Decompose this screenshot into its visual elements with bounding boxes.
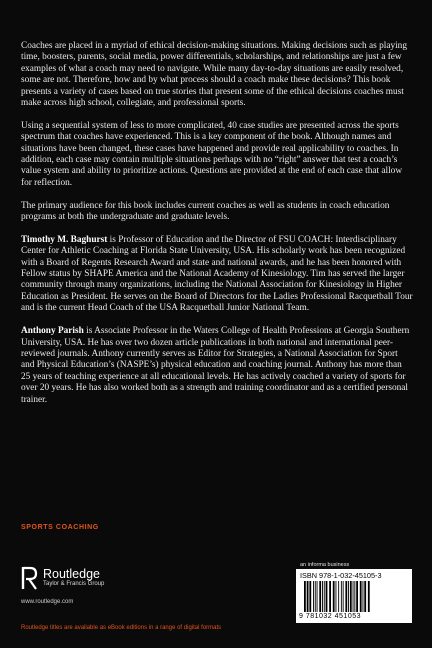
barcode-bar bbox=[336, 581, 337, 612]
back-cover-text bbox=[21, 41, 413, 417]
author-bio-parish bbox=[21, 326, 413, 406]
publisher-subtitle: Taylor & Francis Group bbox=[43, 581, 105, 587]
barcode-bar bbox=[315, 581, 316, 612]
barcode-bar bbox=[345, 581, 347, 612]
barcode-bar bbox=[360, 581, 362, 612]
barcode-bar bbox=[348, 581, 349, 612]
barcode-bar bbox=[363, 581, 364, 612]
barcode-bars bbox=[304, 581, 404, 612]
publisher-url: www.routledge.com bbox=[21, 599, 74, 605]
barcode-bar bbox=[319, 581, 321, 612]
barcode-bar bbox=[368, 581, 370, 612]
author-name: Anthony Parish bbox=[21, 326, 84, 337]
barcode-bar bbox=[341, 581, 342, 612]
barcode-bar bbox=[356, 581, 358, 612]
barcode-bar bbox=[304, 581, 306, 612]
routledge-logo-icon bbox=[21, 566, 38, 590]
barcode-bar bbox=[322, 581, 323, 612]
publisher-name: Routledge bbox=[43, 567, 100, 581]
author-name: Timothy M. Baghurst bbox=[21, 234, 108, 245]
publisher-logo bbox=[21, 566, 104, 590]
barcode-bar bbox=[338, 581, 339, 612]
barcode-bar bbox=[307, 581, 309, 612]
isbn-label: ISBN 978-1-032-45105-3 bbox=[300, 571, 382, 580]
author-bio-baghurst bbox=[21, 235, 413, 315]
barcode-bar bbox=[326, 581, 328, 612]
barcode-bar bbox=[317, 581, 318, 612]
barcode-bar bbox=[324, 581, 325, 612]
barcode-bar bbox=[333, 581, 335, 612]
author-bio-text: is Associate Professor in the Waters College of Health Professions at Georgia Southern University, USA. He has over two dozen article publications in both national and international peer-reviewed journals. Anthony currently serves as Editor for Strategies, a National Association for Sport and Physical Education’s (NASPE’s) physical education and coaching journal. Anthony has more than 25 years of teaching experience at all educational levels. He has actively coached a variety of sports for over 20 years. He has also worked both as a strength and training coordinator and as a certified personal trainer. bbox=[21, 326, 410, 405]
barcode-bar bbox=[364, 581, 366, 612]
informa-label: an informa business bbox=[300, 562, 350, 568]
barcode-bar bbox=[353, 581, 354, 612]
blurb-paragraph-1: Coaches are placed in a myriad of ethical decision-making situations. Making decisions such as playing time, boosters, parents, social media, power differentials, scholarships, and relationships are just a few examples of what a coach may need to navigate. While many day-to-day situations are easily resolved, some are not. Therefore, how and by what process should a coach make these decisions? This book presents a variety of cases based on true stories that present some of the ethical decisions coaches must make across high school, collegiate, and professional sports. bbox=[21, 41, 407, 109]
isbn-barcode bbox=[296, 569, 412, 623]
ebook-note: Routledge titles are available as eBook editions in a range of digital formats bbox=[21, 625, 222, 631]
barcode-bar bbox=[343, 581, 344, 612]
series-label: SPORTS COACHING bbox=[21, 524, 99, 531]
barcode-bar bbox=[313, 581, 314, 612]
blurb-paragraph-2: Using a sequential system of less to more complicated, 40 case studies are presented across the sports spectrum that coaches have experienced. This is a key component of the book. Although names and situations have been changed, these cases have happened and provide real applicability to coaches. In addition, each case may contain multiple situations perhaps with no “right” answer that test a coach’s value system and ability to prioritize actions. Questions are provided at the end of each case that allow for reflection. bbox=[21, 120, 403, 188]
barcode-bar bbox=[350, 581, 352, 612]
barcode-digits: 9 781032 451053 bbox=[299, 613, 361, 620]
barcode-bar bbox=[354, 581, 355, 612]
blurb-paragraph-3: The primary audience for this book includes current coaches as well as students in coach education programs at both the undergraduate and graduate levels. bbox=[21, 200, 390, 223]
barcode-bar bbox=[329, 581, 331, 612]
author-bio-text: is Professor of Education and the Director of FSU COACH: Interdisciplinary Center for Athletic Coaching at Florida State University, USA. His scholarly work has been recognized with a Board of Regents Research Award and state and national awards, and he has been honored with Fellow status by SHAPE America and the National Academy of Kinesiology. Tim has served the larger community through many organizations, including the National Association for Kinesiology in Higher Education as President. He serves on the Board of Directors for the Ladies Professional Racquetball Tour and is the current Head Coach of the USA Racquetball Junior National Team. bbox=[21, 234, 413, 314]
barcode-bar bbox=[309, 581, 311, 612]
